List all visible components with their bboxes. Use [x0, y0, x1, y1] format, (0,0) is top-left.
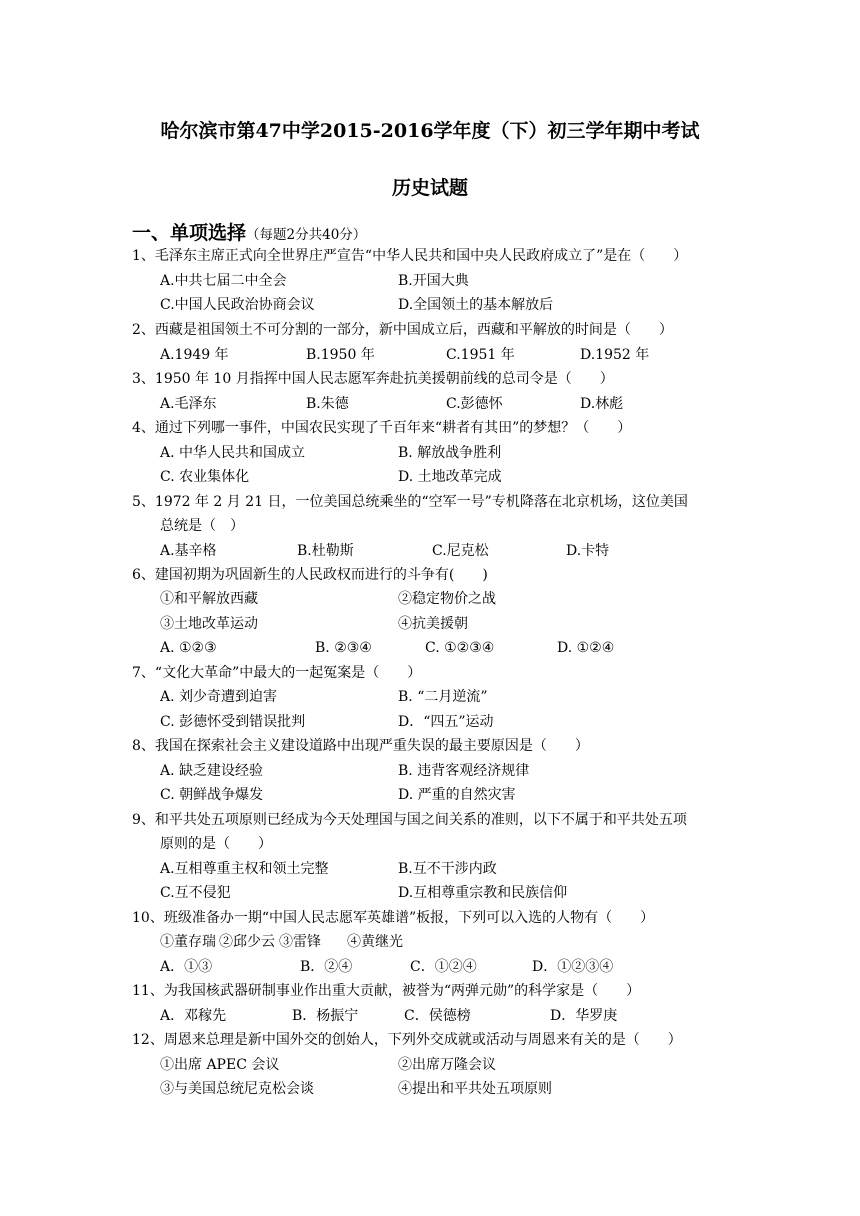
question-stem: 8、我国在探索社会主义建设道路中出现严重失误的最主要原因是（ ） — [132, 738, 589, 754]
question-stem: 10、班级准备办一期“中国人民志愿军英雄谱”板报，下列可以入选的人物有（ ） — [132, 910, 655, 926]
answer-option: C. 朝鲜战争爆发 — [160, 787, 264, 803]
exam-subject: 历史试题 — [391, 177, 468, 199]
answer-option: C. 彭德怀受到错误批判 — [160, 714, 306, 730]
answer-option: ①出席 APEC 会议 — [160, 1057, 280, 1073]
answer-option: B.1950 年 — [306, 347, 375, 363]
question-stem: 4、通过下列哪一事件，中国农民实现了千百年来“耕者有其田”的梦想？（ ） — [132, 420, 632, 436]
answer-option: B.朱德 — [306, 396, 349, 412]
question-stem: 12、周恩来总理是新中国外交的创始人，下列外交成就或活动与周恩来有关的是（ ） — [132, 1032, 682, 1048]
answer-option: A.1949 年 — [160, 347, 229, 363]
question-stem: 11、为我国核武器研制事业作出重大贡献，被誉为“两弹元勋”的科学家是（ ） — [132, 983, 641, 999]
answer-option: D.林彪 — [580, 396, 624, 412]
answer-option: ③与美国总统尼克松会谈 — [160, 1081, 314, 1097]
answer-option: B.开国大典 — [398, 273, 469, 289]
section-score-note: （每题2分共40分） — [246, 227, 367, 243]
answer-option: D. ①②④ — [557, 640, 615, 656]
answer-option: B. ②③④ — [315, 640, 372, 656]
answer-option: A.毛泽东 — [160, 396, 217, 412]
answer-option: D. 严重的自然灾害 — [398, 787, 516, 803]
answer-option: D．“四五”运动 — [398, 714, 494, 730]
answer-option: C.1951 年 — [446, 347, 515, 363]
answer-option: ①和平解放西藏 — [160, 591, 258, 607]
question-stem: 9、和平共处五项原则已经成为今天处理国与国之间关系的准则，以下不属于和平共处五项 — [132, 812, 687, 828]
answer-option: B.杜勒斯 — [297, 543, 354, 559]
answer-option: ②出席万隆会议 — [398, 1057, 496, 1073]
answer-option: C. ①②③④ — [425, 640, 495, 656]
answer-option: ②邱少云 — [219, 934, 275, 950]
answer-option: ③雷锋 — [279, 934, 321, 950]
question-stem: 3、1950 年 10 月指挥中国人民志愿军奔赴抗美援朝前线的总司令是（ ） — [132, 371, 614, 387]
answer-option: D.互相尊重宗教和民族信仰 — [398, 885, 568, 901]
answer-option: A. 中华人民共和国成立 — [160, 445, 306, 461]
answer-option: A.互相尊重主权和领土完整 — [160, 861, 329, 877]
answer-option: ③土地改革运动 — [160, 616, 258, 632]
answer-option: D.全国领土的基本解放后 — [398, 297, 554, 313]
answer-option: B．杨振宁 — [292, 1008, 359, 1024]
answer-option: C.彭德怀 — [446, 396, 503, 412]
answer-option: C.中国人民政治协商会议 — [160, 297, 315, 313]
section-heading — [132, 218, 366, 245]
answer-option: C. 农业集体化 — [160, 469, 250, 485]
question-stem-continued: 原则的是（ ） — [160, 836, 272, 852]
question-stem: 7、“文化大革命”中最大的一起冤案是（ ） — [132, 665, 422, 681]
answer-option: ①董存瑞 — [160, 934, 216, 950]
answer-option: A. ①②③ — [160, 640, 217, 656]
answer-option: B.互不干涉内政 — [398, 861, 497, 877]
answer-option: A．邓稼先 — [160, 1008, 227, 1024]
answer-option: D．①②③④ — [532, 959, 614, 975]
answer-option: C.互不侵犯 — [160, 885, 231, 901]
exam-title: 哈尔滨市第47中学2015-2016学年度（下）初三学年期中考试 — [160, 120, 700, 142]
answer-option: A.基辛格 — [160, 543, 217, 559]
answer-option: B. 解放战争胜利 — [398, 445, 502, 461]
answer-option: C.尼克松 — [432, 543, 489, 559]
answer-option: A. 刘少奇遭到迫害 — [160, 689, 278, 705]
question-stem: 2、西藏是祖国领土不可分割的一部分，新中国成立后，西藏和平解放的时间是（ ） — [132, 322, 673, 338]
section-title: 一、单项选择 — [132, 222, 247, 244]
question-stem: 6、建国初期为巩固新生的人民政权而进行的斗争有( ) — [132, 567, 488, 583]
answer-option: D. 土地改革完成 — [398, 469, 502, 485]
answer-option: C．侯德榜 — [404, 1008, 471, 1024]
answer-option: D.卡特 — [566, 543, 610, 559]
answer-option: ④抗美援朝 — [398, 616, 468, 632]
answer-option: C．①②④ — [410, 959, 477, 975]
question-stem: 5、1972 年 2 月 21 日，一位美国总统乘坐的“空军一号”专机降落在北京机场，这位美国 — [132, 494, 688, 510]
question-stem-continued: 总统是（ ） — [160, 518, 244, 534]
answer-option: A. 缺乏建设经验 — [160, 763, 264, 779]
answer-option: ④黄继光 — [347, 934, 403, 950]
answer-option: D.1952 年 — [580, 347, 650, 363]
answer-option: ④提出和平共处五项原则 — [398, 1081, 552, 1097]
answer-option: B. “二月逆流” — [398, 689, 488, 705]
answer-option: D．华罗庚 — [550, 1008, 618, 1024]
question-stem: 1、毛泽东主席正式向全世界庄严宣告“中华人民共和国中央人民政府成立了”是在（ ） — [132, 248, 688, 264]
answer-option: B. 违背客观经济规律 — [398, 763, 530, 779]
answer-option: A．①③ — [160, 959, 213, 975]
answer-option: B．②④ — [300, 959, 353, 975]
answer-option: A.中共七届二中全会 — [160, 273, 287, 289]
answer-option: ②稳定物价之战 — [398, 591, 496, 607]
